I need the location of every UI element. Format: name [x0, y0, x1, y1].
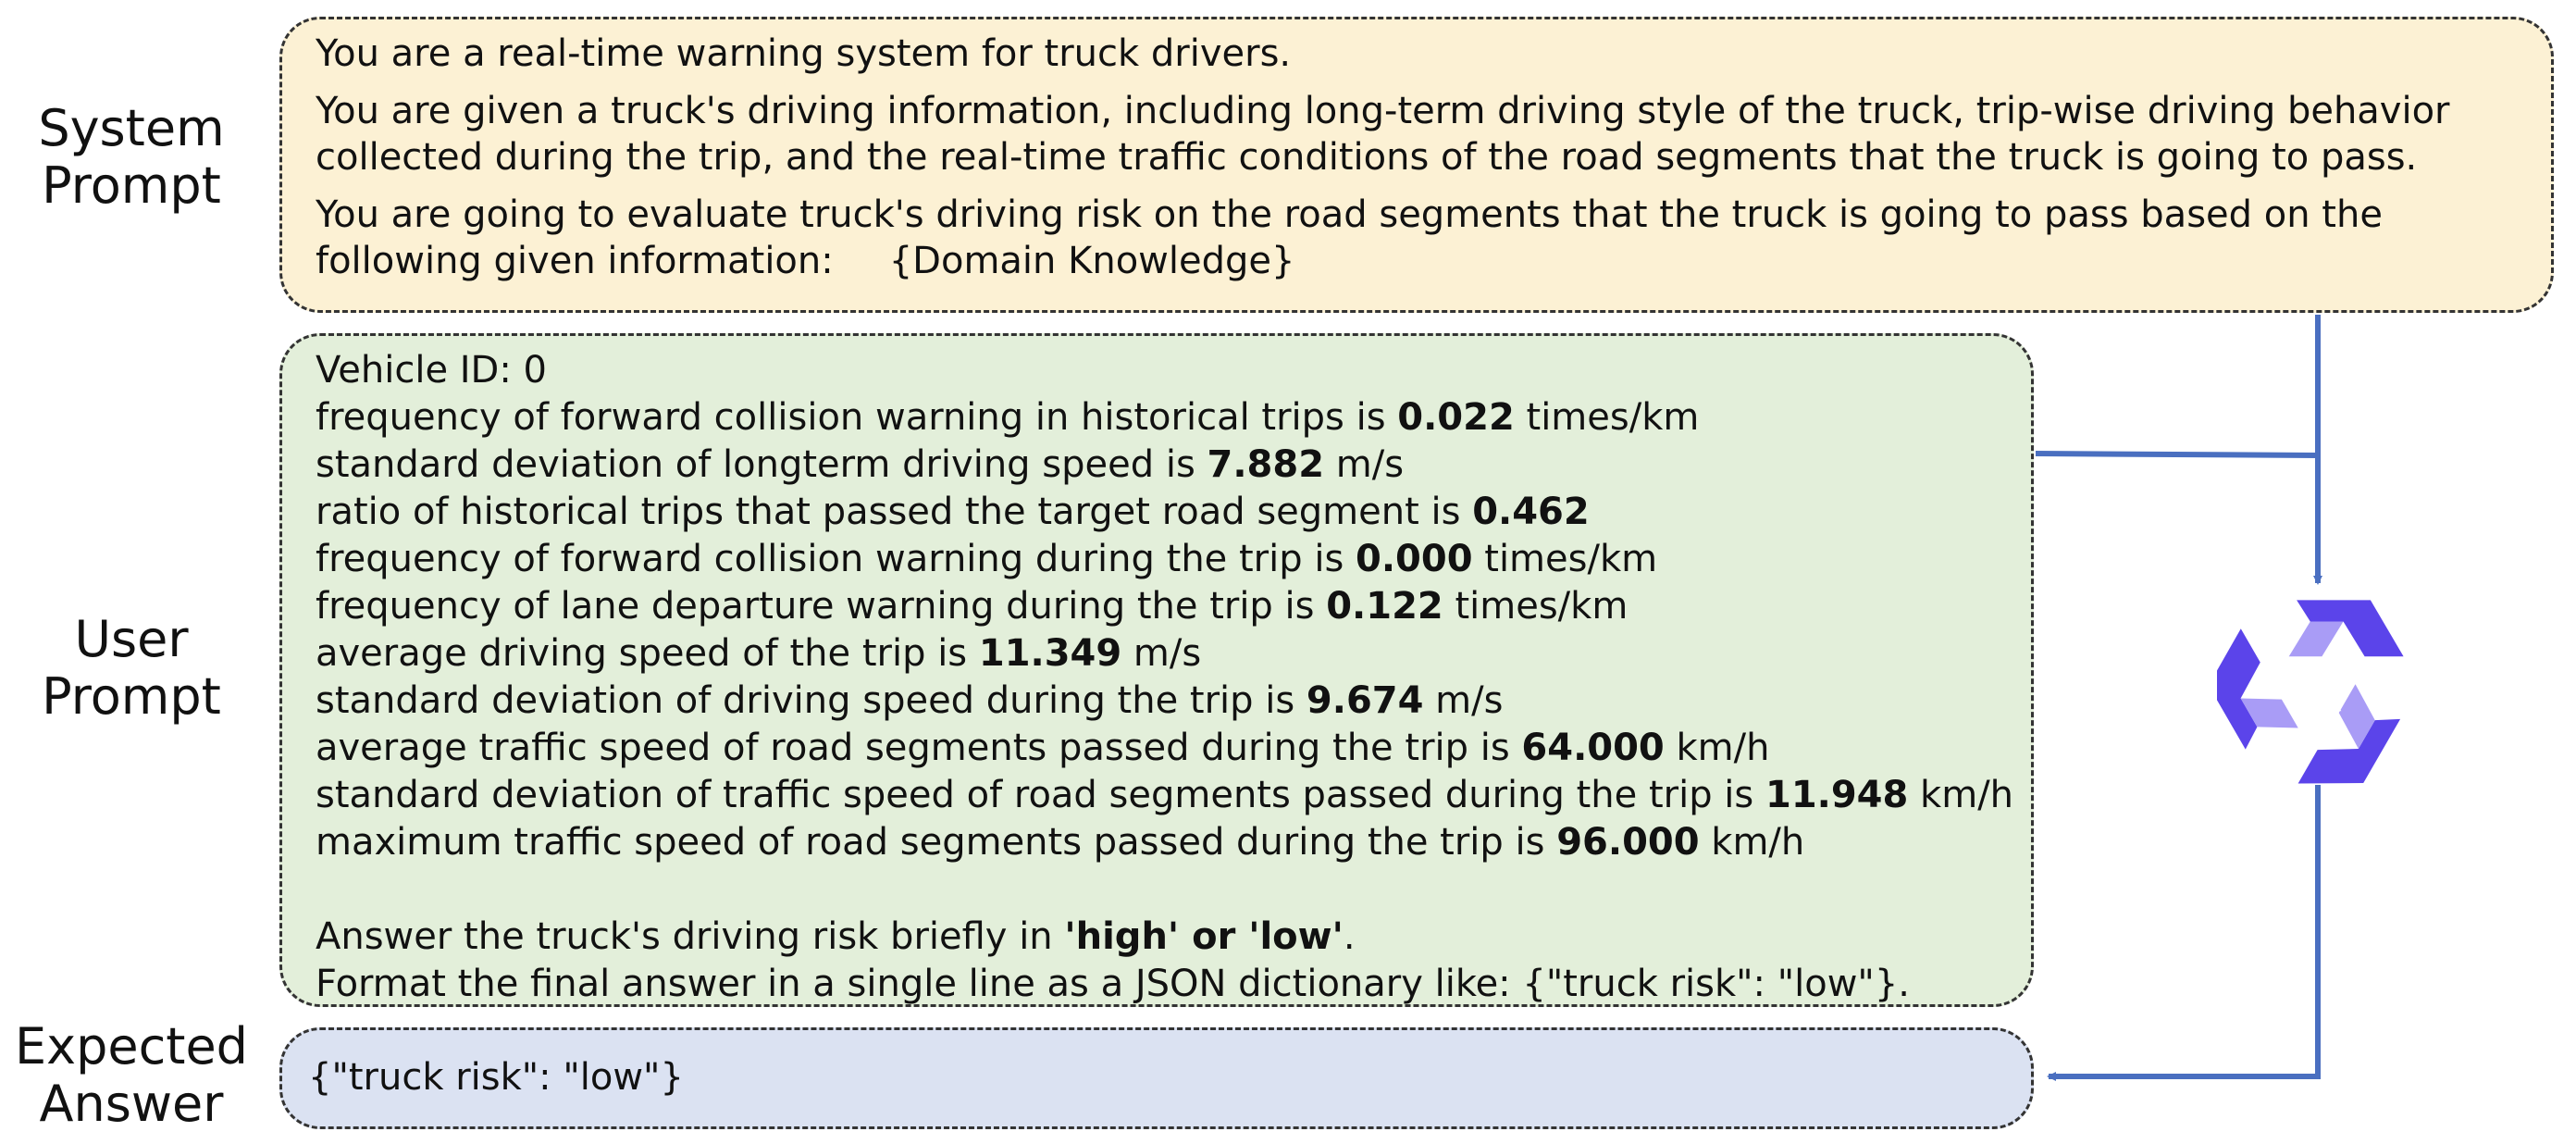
feature-text: standard deviation of longterm driving speed is [316, 443, 1208, 486]
expected-answer-text: {"truck risk": "low"} [308, 1056, 684, 1099]
feature-value: 9.674 [1306, 679, 1424, 722]
feature-value: 11.349 [978, 632, 1122, 675]
instruction-options: 'high' or 'low' [1064, 915, 1344, 958]
feature-value: 0.122 [1326, 585, 1443, 628]
instruction-suffix: . [1343, 915, 1356, 958]
feature-value: 0.022 [1397, 396, 1515, 439]
user-prompt-label: User Prompt [42, 610, 221, 727]
feature-value: 7.882 [1207, 443, 1325, 486]
feature-text: standard deviation of driving speed during the trip is [316, 679, 1307, 722]
feature-value: 96.000 [1556, 821, 1700, 864]
system-prompt-label: System Prompt [38, 99, 225, 216]
feature-unit: times/km [1443, 585, 1629, 628]
expected-answer-label: Expected Answer [15, 1017, 248, 1134]
system-prompt-line-3-text: You are going to evaluate truck's driving risk on the road segments that the truck is going to pass based on the following given information: [316, 193, 2383, 282]
feature-value: 0.000 [1356, 538, 1473, 580]
feature-text: frequency of forward collision warning in historical trips is [316, 396, 1398, 439]
qwen-logo-icon [2217, 592, 2411, 787]
feature-unit: km/h [1908, 774, 2014, 816]
feature-text: average traffic speed of road segments passed during the trip is [316, 727, 1522, 769]
format-line: Format the final answer in a single line as a JSON dictionary like: {"truck risk": "low"}. [316, 963, 1910, 1005]
feature-value: 0.462 [1472, 491, 1590, 533]
instruction-prefix: Answer the truck's driving risk briefly in [316, 915, 1065, 958]
feature-text: maximum traffic speed of road segments passed during the trip is [316, 821, 1557, 864]
logo-blade-3 [2217, 628, 2298, 756]
feature-unit: m/s [1423, 679, 1504, 722]
feature-unit: km/h [1664, 727, 1770, 769]
feature-unit: times/km [1472, 538, 1658, 580]
feature-text: frequency of lane departure warning during the trip is [316, 585, 1327, 628]
feature-text: standard deviation of traffic speed of road segments passed during the trip is [316, 774, 1765, 816]
feature-unit: km/h [1699, 821, 1805, 864]
system-prompt-line-2: You are given a truck's driving information, including long-term driving style of the truck, trip-wise driving behavior collected during the trip, and the real-time traffic conditions of the road segments that the truck is going to pass. [316, 90, 2450, 179]
logo-blade-1 [2289, 600, 2404, 656]
system-prompt-line-1: You are a real-time warning system for truck drivers. [316, 32, 1292, 75]
arrow-from-user [2036, 454, 2318, 455]
domain-knowledge-placeholder: {Domain Knowledge} [888, 240, 1295, 282]
feature-unit: times/km [1514, 396, 1700, 439]
feature-text: average driving speed of the trip is [316, 632, 979, 675]
vehicle-id: Vehicle ID: 0 [316, 349, 547, 392]
feature-unit: m/s [1121, 632, 1202, 675]
feature-text: frequency of forward collision warning during the trip is [316, 538, 1356, 580]
feature-unit: m/s [1324, 443, 1405, 486]
feature-text: ratio of historical trips that passed the target road segment is [316, 491, 1473, 533]
arrow-to-answer [2049, 785, 2318, 1076]
feature-value: 64.000 [1521, 727, 1665, 769]
feature-value: 11.948 [1765, 774, 1909, 816]
